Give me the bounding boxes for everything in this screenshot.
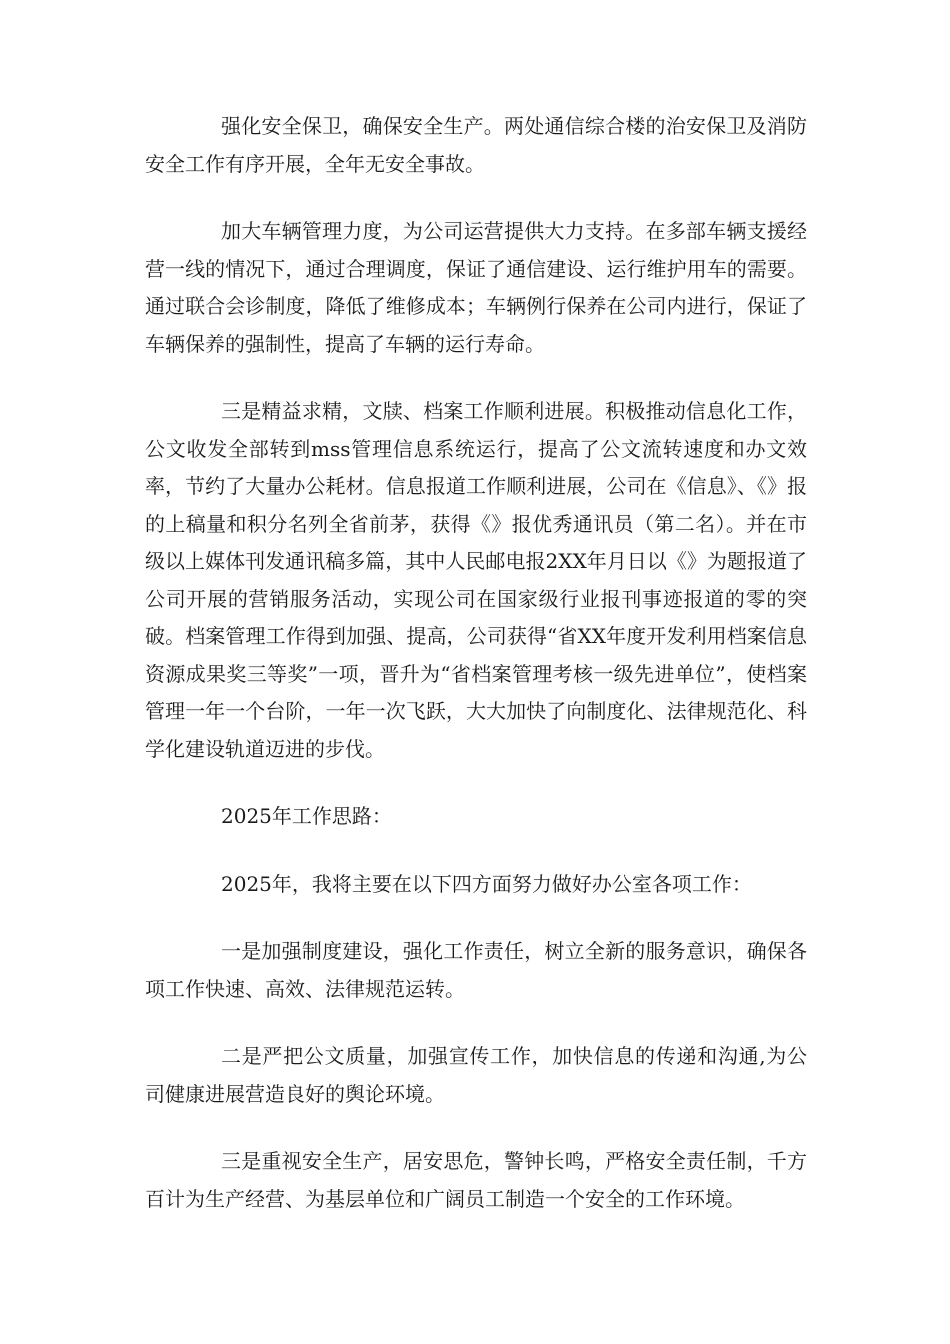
section-heading-work-plan: 2025年工作思路： [221,804,392,828]
paragraph-plan-item-1: 一是加强制度建设，强化工作责任，树立全新的服务意识，确保各项工作快速、高效、法律规范运转。 [145,939,807,1001]
paragraph-security: 强化安全保卫，确保安全生产。两处通信综合楼的治安保卫及消防安全工作有序开展，全年无安全事故。 [145,114,807,176]
paragraph-documents-archives: 三是精益求精，文牍、档案工作顺利进展。积极推动信息化工作，公文收发全部转到mss管理信息系统运行，提高了公文流转速度和办文效率，节约了大量办公耗材。信息报道工作顺利进展，公司在《信息》、《》报的上稿量和积分名列全省前茅，获得《》报优秀通讯员（第二名）。并在市级以上媒体刊发通讯稿多篇，其中人民邮电报2XX年月日以《》为题报道了公司开展的营销服务活动，实现公司在国家级行业报刊事迹报道的零的突破。档案管理工作得到加强、提高，公司获得“省XX年度开发利用档案信息资源成果奖三等奖”一项，晋升为“省档案管理考核一级先进单位”，使档案管理一年一个台阶，一年一次飞跃，大大加快了向制度化、法律规范化、科学化建设轨道迈进的步伐。 [145,399,807,761]
paragraph-plan-item-2: 二是严把公文质量，加强宣传工作，加快信息的传递和沟通,为公司健康进展营造良好的舆论环境。 [145,1044,807,1106]
paragraph-plan-intro: 2025年，我将主要在以下四方面努力做好办公室各项工作： [221,871,752,896]
paragraph-plan-item-3: 三是重视安全生产，居安思危，警钟长鸣，严格安全责任制，千方百计为生产经营、为基层单位和广阔员工制造一个安全的工作环境。 [145,1149,807,1211]
paragraph-vehicle-management: 加大车辆管理力度，为公司运营提供大力支持。在多部车辆支援经营一线的情况下，通过合理调度，保证了通信建设、运行维护用车的需要。通过联合会诊制度，降低了维修成本；车辆例行保养在公司内进行，保证了车辆保养的强制性，提高了车辆的运行寿命。 [145,219,807,356]
document-body [145,108,807,1248]
